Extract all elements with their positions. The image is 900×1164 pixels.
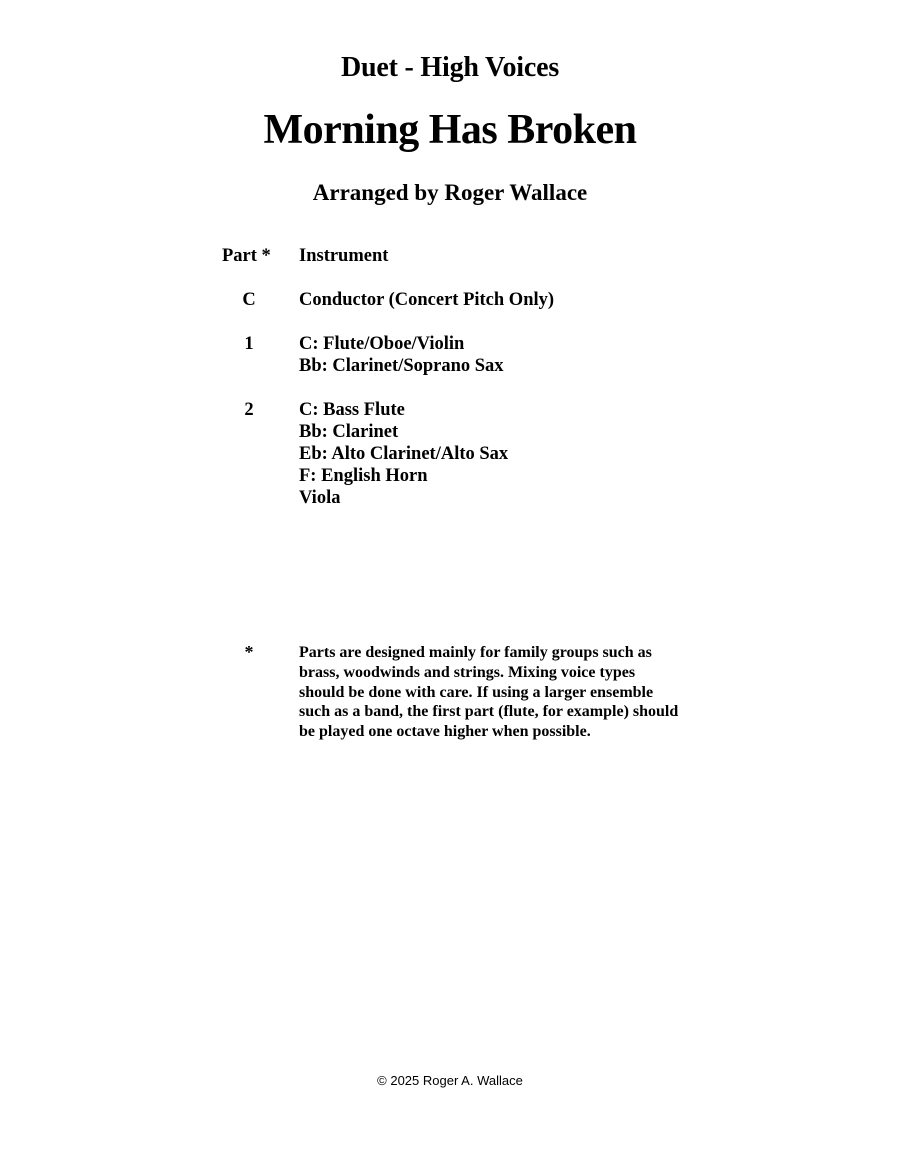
copyright-notice: © 2025 Roger A. Wallace [377,1073,523,1088]
instrument-list [299,399,508,509]
instrument-column-header: Instrument [299,246,389,266]
part-number: 1 [244,334,254,354]
instrument-name: Eb: Alto Clarinet/Alto Sax [299,444,509,464]
instrument-name: Viola [299,488,341,508]
instrument-name: Conductor (Concert Pitch Only) [299,290,555,310]
instrument-list [299,289,554,311]
footnote-line: should be done with care. If using a larger ensemble [299,683,654,701]
part-number: 2 [244,400,254,420]
part-number: C [242,290,256,310]
footnote-line: brass, woodwinds and strings. Mixing voice types [299,663,636,681]
footnote-line: such as a band, the first part (flute, for example) should [299,703,679,721]
page-title: Morning Has Broken [263,107,637,153]
instrument-name: C: Flute/Oboe/Violin [299,334,465,354]
subtitle: Duet - High Voices [340,52,560,83]
part-column-header: Part * [222,246,271,266]
instrument-list [299,333,504,377]
footnote-text [299,643,729,742]
footnote-mark: * [244,642,254,662]
instrument-name: C: Bass Flute [299,400,405,420]
instrument-name: F: English Horn [299,466,428,486]
arranger-credit: Arranged by Roger Wallace [312,180,588,205]
instrument-name: Bb: Clarinet [299,422,399,442]
instrument-name: Bb: Clarinet/Soprano Sax [299,356,504,376]
footnote-line: be played one octave higher when possible. [299,723,591,741]
footnote-line: Parts are designed mainly for family groups such as [299,644,652,661]
